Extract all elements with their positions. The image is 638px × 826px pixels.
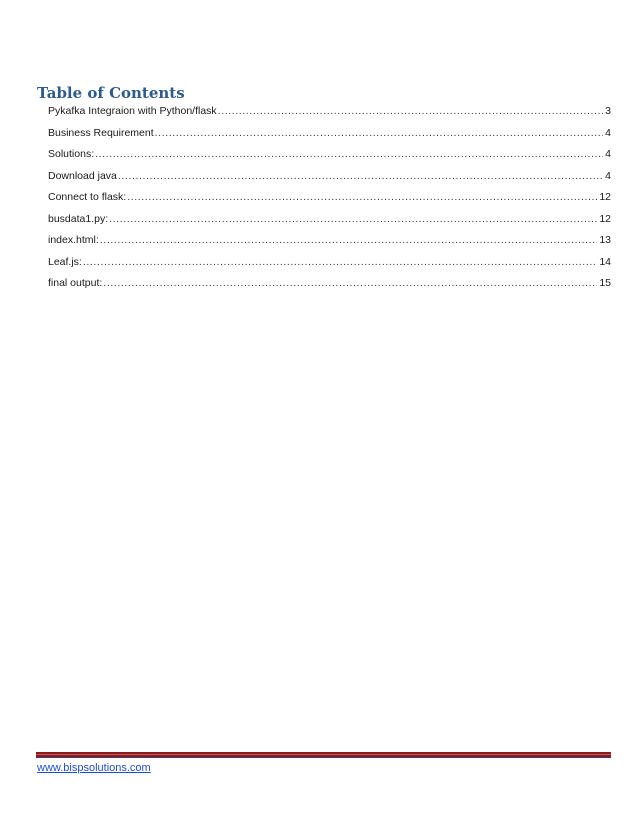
- toc-entry-label[interactable]: Connect to flask:: [48, 191, 127, 203]
- toc-entry-solutions[interactable]: [48, 147, 611, 169]
- toc-entry-page: 3: [605, 105, 611, 117]
- footer-website-link[interactable]: www.bispsolutions.com: [37, 762, 151, 774]
- toc-entry-label[interactable]: Solutions:: [48, 148, 95, 160]
- toc-entry-label[interactable]: Download java: [48, 169, 117, 182]
- toc-entry-page: 4: [605, 148, 611, 160]
- toc-dot-leader: [100, 233, 598, 247]
- toc-entry-label[interactable]: busdata1.py:: [48, 212, 109, 225]
- toc-entry-leaf-js[interactable]: [48, 255, 611, 277]
- toc-entry-page: 4: [605, 169, 611, 182]
- toc-dot-leader: [109, 212, 597, 226]
- toc-entry-business-requirement[interactable]: [48, 126, 611, 148]
- toc-entry-label[interactable]: Business Requirement: [48, 126, 154, 139]
- toc-entry-page: 12: [599, 191, 611, 203]
- toc-title: Table of Contents: [37, 84, 185, 102]
- footer-divider: [36, 752, 611, 758]
- toc-entry-page: 15: [599, 277, 611, 289]
- toc-entry-page: 4: [605, 126, 611, 139]
- toc-entry-page: 14: [599, 255, 611, 268]
- toc-entry-page: 13: [599, 234, 611, 246]
- toc-entry-connect-to-flask[interactable]: [48, 190, 611, 212]
- toc-dot-leader: [83, 255, 597, 269]
- toc-list: [48, 104, 611, 298]
- toc-entry-label[interactable]: Leaf.js:: [48, 255, 82, 268]
- toc-entry-index-html[interactable]: [48, 233, 611, 255]
- toc-entry-label[interactable]: final output:: [48, 277, 103, 289]
- toc-entry-label[interactable]: index.html:: [48, 234, 99, 246]
- toc-dot-leader: [127, 190, 597, 204]
- toc-dot-leader: [103, 276, 597, 290]
- toc-entry-label[interactable]: Pykafka Integraion with Python/flask: [48, 105, 217, 117]
- toc-dot-leader: [118, 169, 603, 183]
- toc-entry-busdata1[interactable]: [48, 212, 611, 234]
- toc-entry-download-java[interactable]: [48, 169, 611, 191]
- toc-dot-leader: [155, 126, 604, 140]
- toc-entry-page: 12: [599, 212, 611, 225]
- toc-dot-leader: [218, 104, 603, 118]
- toc-entry-pykafka[interactable]: [48, 104, 611, 126]
- toc-dot-leader: [95, 147, 603, 161]
- toc-entry-final-output[interactable]: [48, 276, 611, 298]
